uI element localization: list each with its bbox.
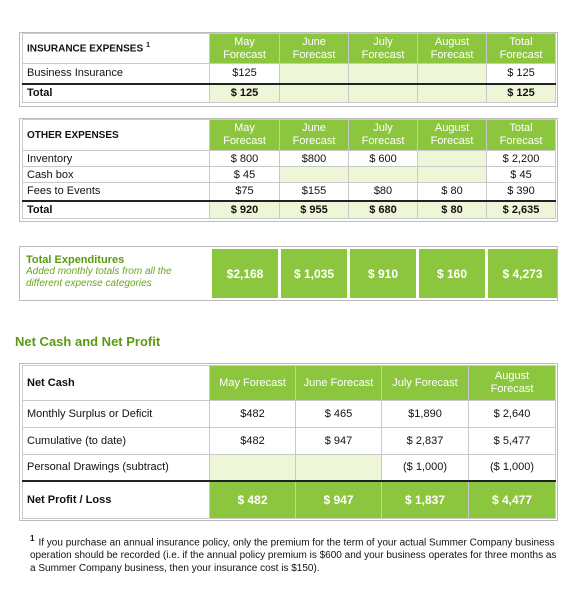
cell: $ 800 (210, 151, 280, 167)
net-cash-header: Net Cash (23, 366, 210, 401)
cell (418, 84, 487, 103)
cell: $ 482 (210, 481, 296, 519)
cell: $ 2,640 (469, 401, 556, 428)
other-expenses-table (22, 119, 556, 219)
total-expenditures-label-block (20, 247, 210, 300)
cell: $ 947 (296, 428, 382, 455)
cell (280, 64, 349, 84)
total-expenditure-value: $ 1,035 (281, 249, 347, 298)
cell: $75 (210, 183, 280, 201)
cell: $482 (210, 428, 296, 455)
table-row (23, 455, 556, 481)
cell (210, 455, 296, 481)
col-header: May Forecast (210, 366, 296, 401)
cell: $ 2,837 (382, 428, 469, 455)
col-header: July Forecast (382, 366, 469, 401)
cell: $482 (210, 401, 296, 428)
cell: $ 80 (418, 183, 487, 201)
cell: $ 5,477 (469, 428, 556, 455)
cell: $ 920 (210, 201, 280, 219)
cell: $ 4,477 (469, 481, 556, 519)
insurance-expenses-table (22, 33, 556, 103)
table-row (23, 167, 556, 183)
table-row (23, 401, 556, 428)
cell (418, 151, 487, 167)
col-header: May Forecast (210, 120, 280, 151)
net-profit-row (23, 481, 556, 519)
row-label: Personal Drawings (subtract) (23, 455, 210, 481)
cell (280, 167, 349, 183)
cell: $ 125 (487, 64, 556, 84)
net-cash-table (22, 365, 556, 519)
row-label: Inventory (23, 151, 210, 167)
col-header: August Forecast (418, 34, 487, 64)
footnote (30, 532, 560, 575)
row-label: Total (23, 201, 210, 219)
total-expenditures-title: Total Expenditures (26, 254, 125, 266)
col-header: June Forecast (280, 120, 349, 151)
total-expenditures-box (19, 246, 558, 301)
cell (349, 84, 418, 103)
cell (296, 455, 382, 481)
insurance-title: INSURANCE EXPENSES $^1$ (23, 34, 210, 64)
row-label: Cumulative (to date) (23, 428, 210, 455)
row-label: Monthly Surplus or Deficit (23, 401, 210, 428)
cell (418, 167, 487, 183)
total-expenditure-value: $ 4,273 (488, 249, 557, 298)
total-expenditures-subtitle: Added monthly totals from all the different expense categories (26, 266, 172, 289)
cell: $155 (280, 183, 349, 201)
table-row (23, 428, 556, 455)
total-row (23, 84, 556, 103)
total-row (23, 201, 556, 219)
col-header: August Forecast (418, 120, 487, 151)
cell: $1,890 (382, 401, 469, 428)
table-row (23, 151, 556, 167)
col-header: May Forecast (210, 34, 280, 64)
cell: $125 (210, 64, 280, 84)
table-row (23, 64, 556, 84)
col-header: August Forecast (469, 366, 556, 401)
cell: $ 947 (296, 481, 382, 519)
row-label: Total (23, 84, 210, 103)
cell: ($ 1,000) (382, 455, 469, 481)
total-expenditure-value: $2,168 (212, 249, 278, 298)
net-section-title: Net Cash and Net Profit (15, 334, 161, 349)
cell (418, 64, 487, 84)
cell: $ 125 (210, 84, 280, 103)
net-header-row (23, 366, 556, 401)
cell: $800 (280, 151, 349, 167)
row-label: Fees to Events (23, 183, 210, 201)
col-header: June Forecast (296, 366, 382, 401)
cell: $ 2,635 (487, 201, 556, 219)
footnote-mark: 1 (146, 42, 151, 50)
cell: $ 2,200 (487, 151, 556, 167)
row-label: Cash box (23, 167, 210, 183)
cell: $ 465 (296, 401, 382, 428)
table-row (23, 183, 556, 201)
row-label: Net Profit / Loss (23, 481, 210, 519)
col-header: June Forecast (280, 34, 349, 64)
cell: $ 80 (418, 201, 487, 219)
col-header: Total Forecast (487, 120, 556, 151)
cell (349, 167, 418, 183)
footnote-text: If you purchase an annual insurance policy, only the premium for the term of your actual Summer Company business operation should be recorded (i.e. if the annual policy premium is $600 and your business operates for three months as a Summer Company business, then your insurance cost is $150). (30, 537, 557, 575)
cell: ($ 1,000) (469, 455, 556, 481)
cell (280, 84, 349, 103)
col-header: Total Forecast (487, 34, 556, 64)
cell: $ 45 (210, 167, 280, 183)
cell: $ 955 (280, 201, 349, 219)
col-header: July Forecast (349, 120, 418, 151)
cell: $ 390 (487, 183, 556, 201)
other-header-row (23, 120, 556, 151)
cell: $ 1,837 (382, 481, 469, 519)
total-expenditure-value: $ 160 (419, 249, 485, 298)
cell: $ 45 (487, 167, 556, 183)
cell: $ 680 (349, 201, 418, 219)
row-label: Business Insurance (23, 64, 210, 84)
col-header: July Forecast (349, 34, 418, 64)
cell: $ 125 (487, 84, 556, 103)
insurance-header-row (23, 34, 556, 64)
cell: $80 (349, 183, 418, 201)
other-title: OTHER EXPENSES (23, 120, 210, 151)
footnote-mark: 1 (30, 534, 35, 543)
cell (349, 64, 418, 84)
total-expenditure-value: $ 910 (350, 249, 416, 298)
cell: $ 600 (349, 151, 418, 167)
